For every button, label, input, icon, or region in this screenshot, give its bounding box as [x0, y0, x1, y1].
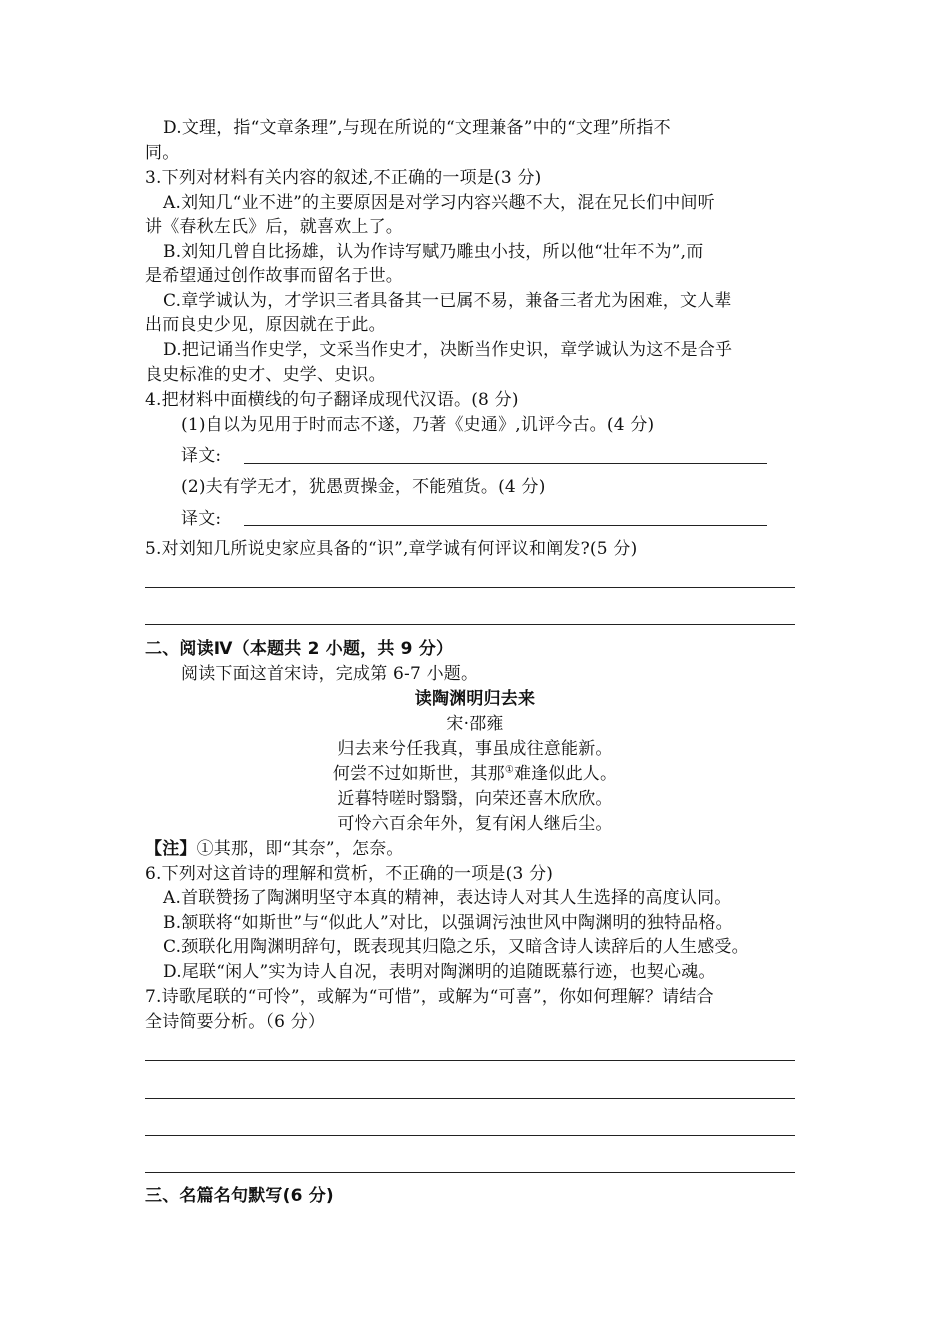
q4-sentence-1: (1)自以为见用于时而志不遂，乃著《史通》,讥评今古。(4 分) — [181, 415, 655, 435]
poem-note — [145, 838, 404, 860]
q7-stem: 7.诗歌尾联的“可怜”，或解为“可惜”，或解为“可喜”，你如何理解？请结合 — [145, 987, 714, 1007]
q6-option-a: A.首联赞扬了陶渊明坚守本真的精神，表达诗人对其人生选择的高度认同。 — [163, 888, 732, 908]
q7-answer-line-4[interactable] — [145, 1172, 795, 1173]
section-2-title: 二、阅读Ⅳ（本题共 2 小题，共 9 分） — [145, 639, 454, 659]
q5-stem: 5.对刘知几所说史家应具备的“识”,章学诚有何评议和阐发?(5 分) — [145, 539, 638, 559]
q4-translation-label-1: 译文: — [181, 446, 222, 466]
q3-option-d: D.把记诵当作史学，文采当作史才，决断当作史识，章学诚认为这不是合乎 — [163, 340, 733, 360]
poem-line-2-b: 难逢似此人。 — [513, 764, 618, 784]
note-label: 【注】 — [145, 839, 197, 859]
q3-option-c: C.章学诚认为，才学识三者具备其一已属不易，兼备三者尤为困难，文人辈 — [163, 291, 732, 311]
q2-option-d-cont: 同。 — [145, 143, 180, 163]
poem-line-4: 可怜六百余年外，复有闲人继后尘。 — [337, 814, 613, 834]
footnote-marker: ① — [504, 764, 514, 776]
q7-stem-cont: 全诗简要分析。（6 分） — [145, 1012, 326, 1032]
q3-option-c-cont: 出而良史少见，原因就在于此。 — [145, 315, 386, 335]
poem-line-1: 归去来兮任我真，事虽成往意能新。 — [337, 739, 613, 759]
q3-option-b-cont: 是希望通过创作故事而留名于世。 — [145, 266, 403, 286]
note-text: ①其那，即“其奈”，怎奈。 — [196, 839, 404, 859]
poem-line-2 — [0, 763, 950, 785]
section-3-title: 三、名篇名句默写(6 分) — [145, 1186, 334, 1206]
q4-answer-line-1[interactable] — [244, 463, 767, 464]
poem-author: 宋·邵雍 — [446, 714, 504, 734]
q3-option-a-cont: 讲《春秋左氏》后，就喜欢上了。 — [145, 217, 403, 237]
q7-answer-line-2[interactable] — [145, 1098, 795, 1099]
q3-option-b: B.刘知几曾自比扬雄，认为作诗写赋乃雕虫小技，所以他“壮年不为”,而 — [163, 242, 704, 262]
q3-option-d-cont: 良史标准的史才、史学、史识。 — [145, 365, 386, 385]
q6-option-c: C.颈联化用陶渊明辞句，既表现其归隐之乐，又暗含诗人读辞后的人生感受。 — [163, 937, 749, 957]
q7-answer-line-3[interactable] — [145, 1135, 795, 1136]
q6-stem: 6.下列对这首诗的理解和赏析，不正确的一项是(3 分) — [145, 864, 554, 884]
section-2-intro: 阅读下面这首宋诗，完成第 6-7 小题。 — [181, 664, 479, 684]
q6-option-d: D.尾联“闲人”实为诗人自况，表明对陶渊明的追随既慕行迹，也契心魂。 — [163, 962, 716, 982]
q3-stem: 3.下列对材料有关内容的叙述,不正确的一项是(3 分) — [145, 168, 542, 188]
q5-answer-line-2[interactable] — [145, 624, 795, 625]
poem-line-3: 近暮特嗟时翳翳，向荣还喜木欣欣。 — [337, 789, 613, 809]
q6-option-b: B.颔联将“如斯世”与“似此人”对比，以强调污浊世风中陶渊明的独特品格。 — [163, 913, 733, 933]
q3-option-a: A.刘知几“业不进”的主要原因是对学习内容兴趣不大，混在兄长们中间听 — [163, 193, 715, 213]
q7-answer-line-1[interactable] — [145, 1060, 795, 1061]
q4-translation-label-2: 译文: — [181, 509, 222, 529]
poem-line-2-a: 何尝不过如斯世，其那 — [332, 764, 505, 784]
q2-option-d: D.文理，指“文章条理”,与现在所说的“文理兼备”中的“文理”所指不 — [163, 118, 671, 138]
q4-stem: 4.把材料中面横线的句子翻译成现代汉语。(8 分) — [145, 390, 519, 410]
q4-answer-line-2[interactable] — [244, 525, 767, 526]
poem-title: 读陶渊明归去来 — [414, 689, 536, 709]
q5-answer-line-1[interactable] — [145, 587, 795, 588]
q4-sentence-2: (2)夫有学无才，犹愚贾操金，不能殖货。(4 分) — [181, 477, 546, 497]
